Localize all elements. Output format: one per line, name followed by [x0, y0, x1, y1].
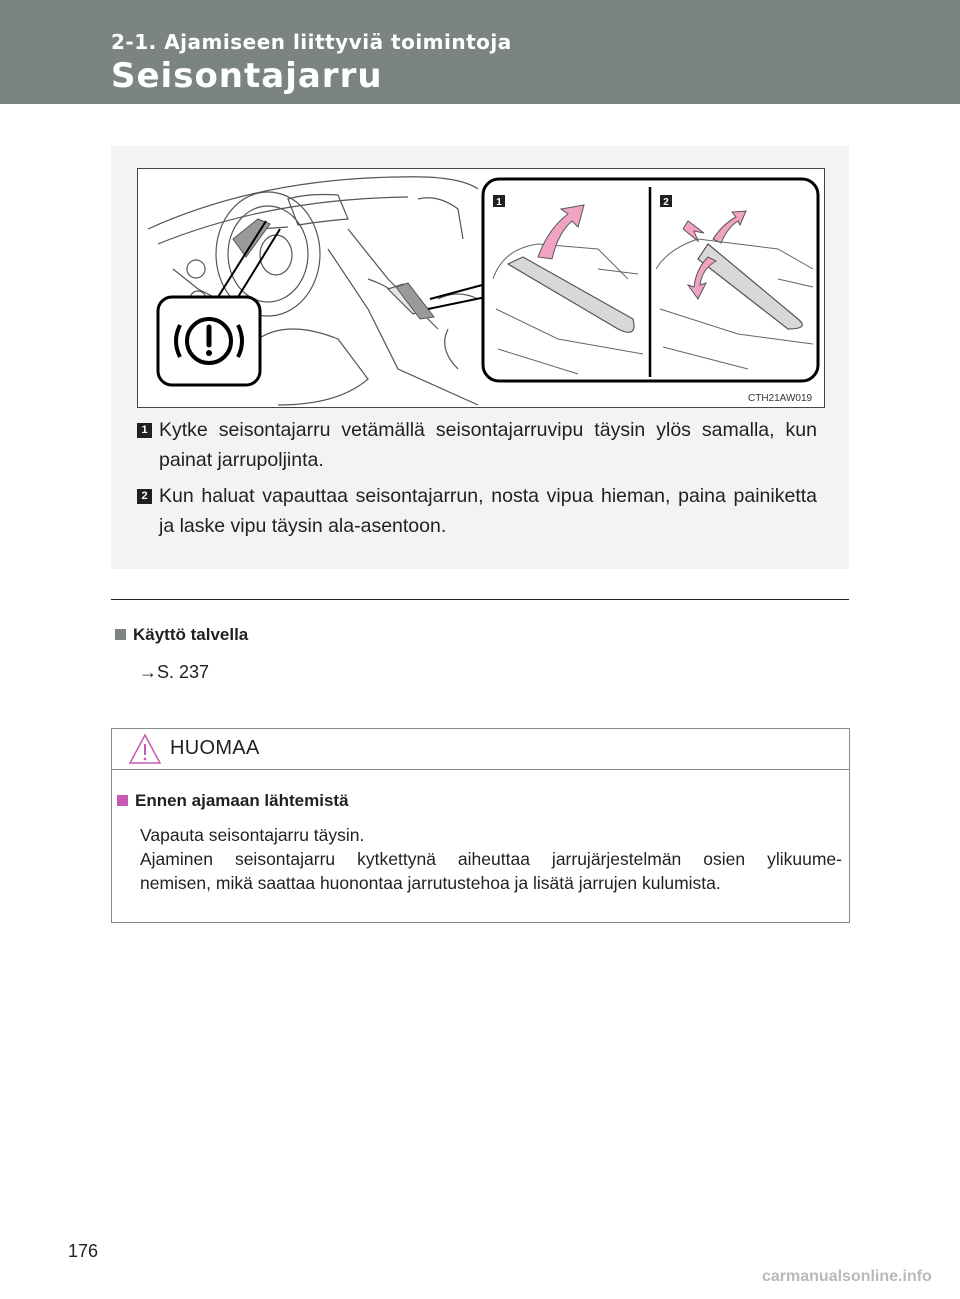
page-reference-link[interactable]: →S. 237 — [139, 662, 210, 682]
caution-box — [111, 728, 850, 923]
caution-line: Vapauta seisontajarru täysin. — [140, 825, 365, 845]
caution-header — [112, 729, 849, 770]
caution-line: nemisen, mikä saattaa huonontaa jarrutustehoa ja lisätä jarrujen kulumista. — [140, 873, 721, 893]
step-number-badge: 2 — [137, 489, 152, 504]
page-title: Seisontajarru — [111, 56, 383, 96]
parking-brake-illustration — [137, 168, 825, 408]
caution-body — [140, 823, 842, 895]
caution-subheading-text: Ennen ajamaan lähtemistä — [135, 791, 349, 810]
square-bullet-icon — [117, 795, 128, 806]
square-bullet-icon — [115, 629, 126, 640]
figure-code: CTH21AW019 — [748, 393, 813, 404]
caution-title: HUOMAA — [170, 737, 260, 759]
step-number-badge: 1 — [137, 423, 152, 438]
watermark: carmanualsonline.info — [762, 1268, 932, 1285]
caution-subheading — [117, 791, 349, 811]
winter-heading-text: Käyttö talvella — [133, 625, 249, 644]
caution-line: Ajaminen seisontajarru kytkettynä aiheuttaa jarrujärjestelmän osien ylikuume- — [140, 849, 842, 869]
svg-text:1: 1 — [496, 197, 502, 208]
winter-use-heading — [115, 625, 248, 645]
step-2 — [137, 481, 817, 541]
illustration-drawing — [138, 169, 824, 407]
page-number: 176 — [68, 1241, 99, 1261]
section-divider — [111, 599, 849, 600]
step-1 — [137, 415, 817, 475]
section-label: 2-1. Ajamiseen liittyviä toimintoja — [111, 30, 512, 54]
warning-triangle-icon — [128, 733, 162, 765]
step-text: Kun haluat vapauttaa seisontajarrun, nosta vipua hieman, paina painiketta ja laske vipu täysin ala-asentoon. — [159, 485, 817, 537]
svg-text:2: 2 — [663, 197, 669, 208]
step-text: Kytke seisontajarru vetämällä seisontajarruvipu täysin ylös samalla, kun painat jarrupoljinta. — [159, 419, 817, 471]
chapter-header — [0, 0, 960, 104]
